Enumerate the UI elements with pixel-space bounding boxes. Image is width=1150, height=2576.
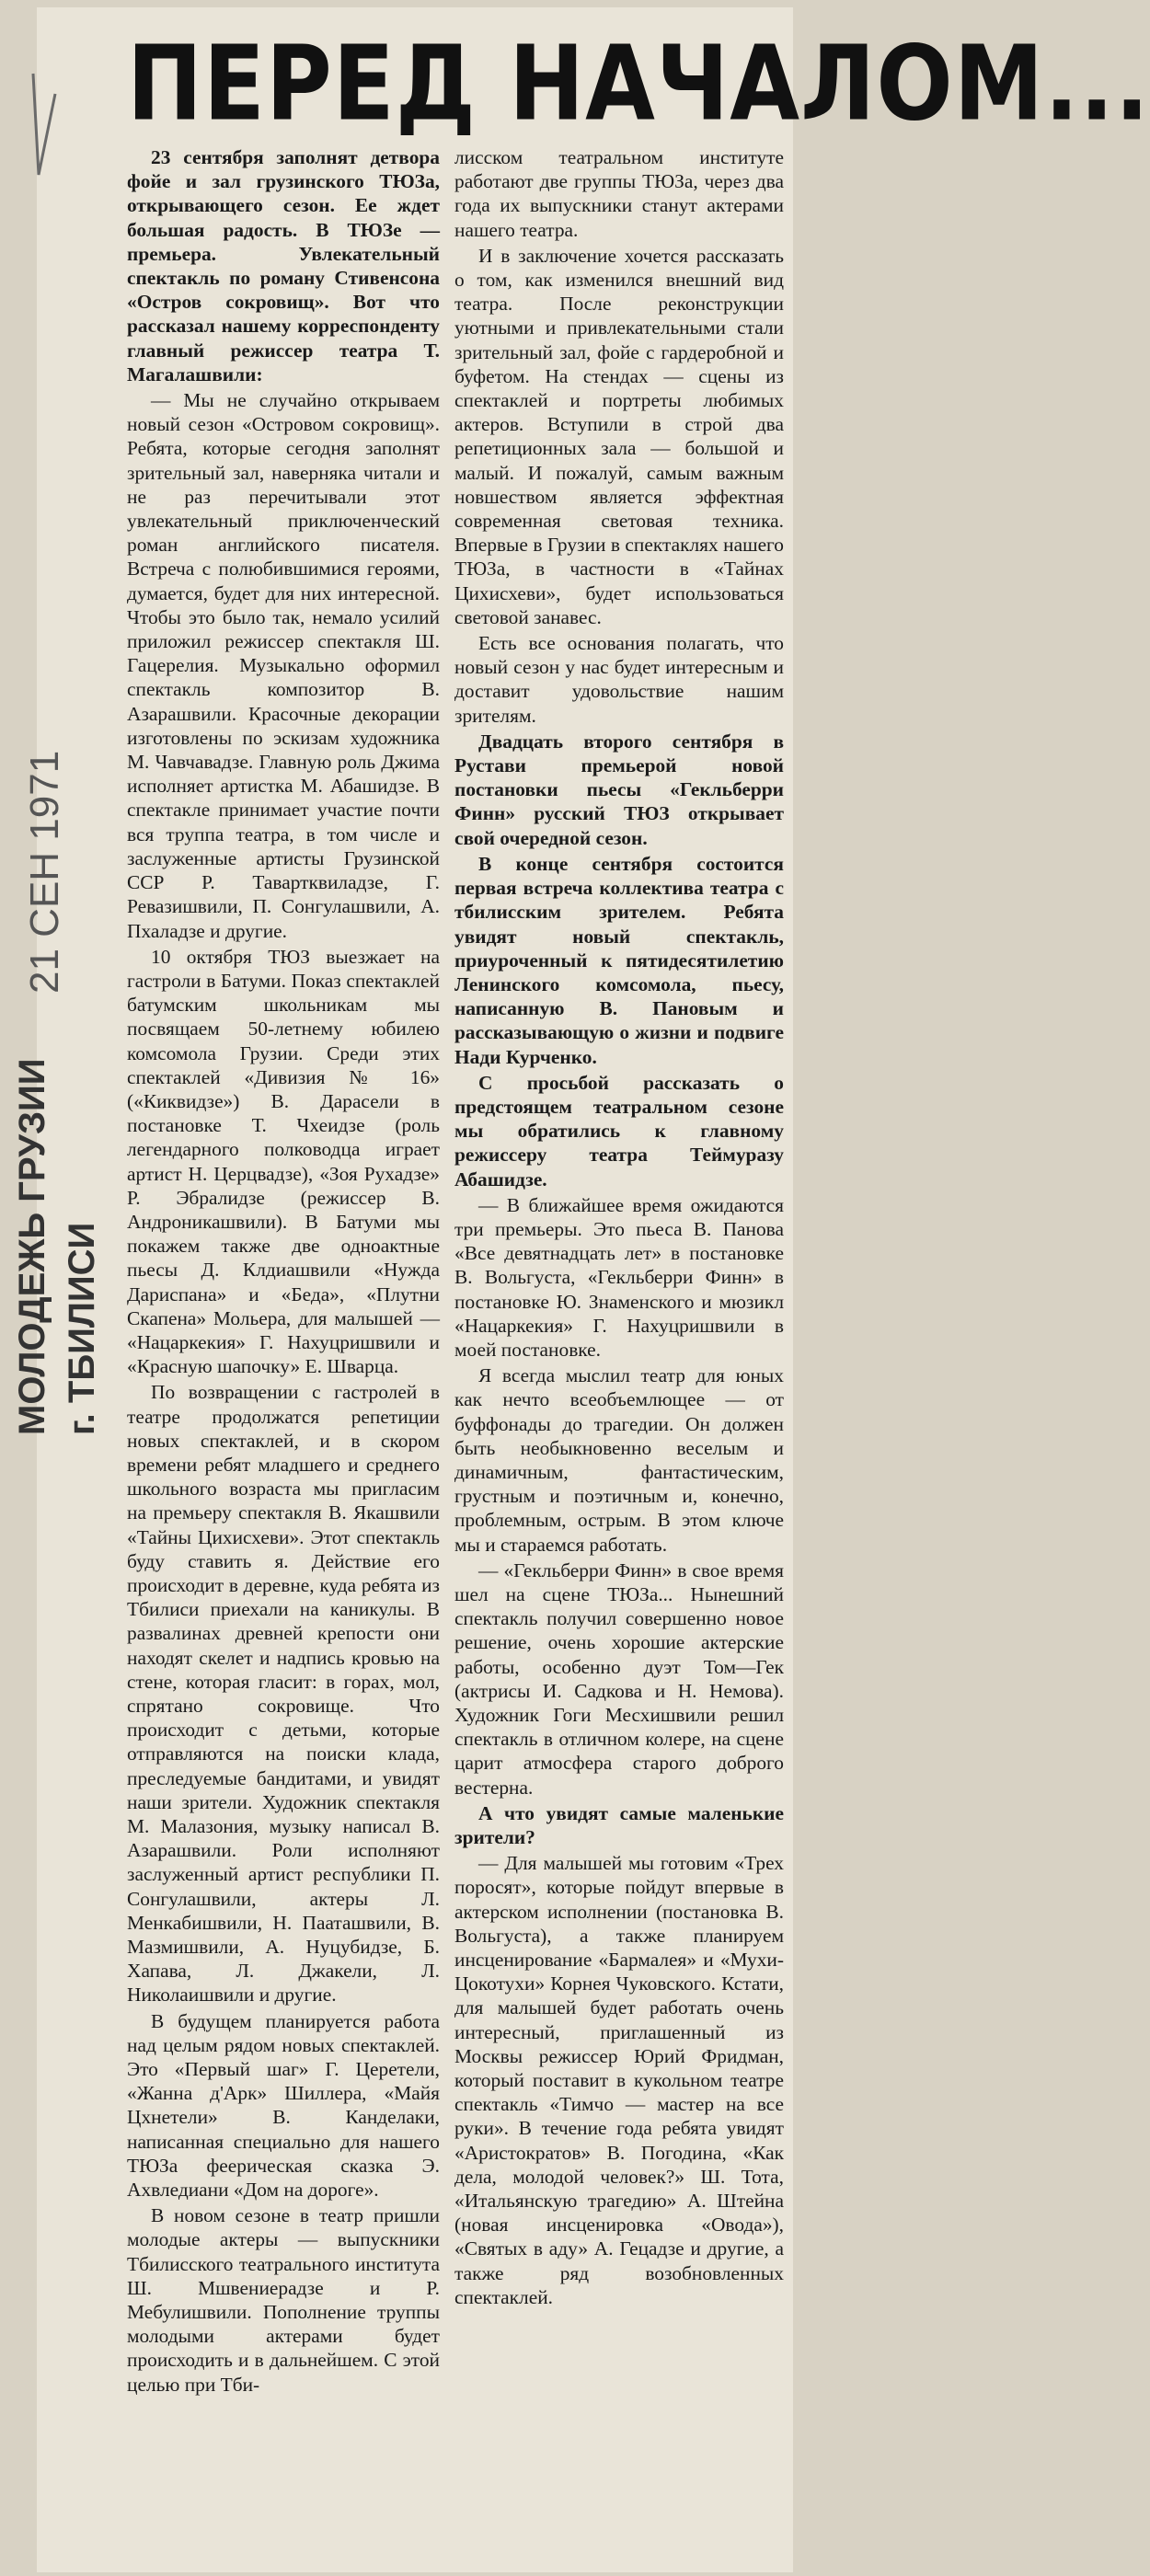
lead-paragraph: В конце сентября состоится первая встреча коллектива театра с тбилисским зрителем. Ребята увидят новый спектакль, приуроченный к пятидесятилетию Ленинского комсомола, пьесу, написанную В. Пановым и рассказывающую о жизни и подвиге Нади Курченко. — [454, 852, 784, 1068]
paragraph: По возвращении с гастролей в театре продолжатся репетиции новых спектаклей, и в скором времени ребят младшего и среднего школьного возраста мы пригласим на премьеру спектакля В. Якашвили «Тайны Цихисхеви». Этот спектакль буду ставить я. Действие его происходит в деревне, куда ребята из Тбилиси приехали на каникулы. В развалинах древней крепости они находят скелет и надпись кровью на стене, которая гласит: в горах, мол, спрятано сокровище. Что происходит с детьми, которые отправляются на поиски клада, преследуемые бандитами, и увидят наши зрители. Художник спектакля М. Малазония, музыку написал В. Азарашвили. Роли исполняют заслуженный артист республики П. Сонгулашвили, актеры Л. Менкабишвили, Н. Пааташвили, В. Мазмишвили, А. Нуцубидзе, Б. Хапава, Л. Джакели, Л. Николаишвили и другие. — [127, 1381, 440, 2007]
lead-paragraph: Двадцать второго сентября в Рустави премьерой новой постановки пьесы «Гекльберри Финн» русский ТЮЗ открывает свой очередной сезон. — [454, 730, 784, 849]
paragraph: — Мы не случайно открываем новый сезон «Островом сокровищ». Ребята, которые сегодня заполнят зрительный зал, наверняка читали и не раз перечитывали этот увлекательный приключенческий роман английского писателя. Встреча с полюбившимися героями, думается, будет для них интересной. Чтобы это было так, немало усилий приложил режиссер спектакля Ш. Гацерелия. Музыкально оформил спектакль композитор В. Азарашвили. Красочные декорации изготовлены по эскизам художника М. Чавчавадзе. Главную роль Джима исполняет артистка М. Абашидзе. В спектакле принимает участие почти вся труппа театра, в том числе и заслуженные артисты Грузинской ССР Р. Тавартквиладзе, Г. Ревазишвили, П. Сонгулашвили, А. Пхаладзе и другие. — [127, 389, 440, 942]
continued-paragraph: лисском театральном институте работают две группы ТЮЗа, через два года их выпускники станут актерами нашего театра. — [454, 146, 784, 241]
article-right-column — [454, 145, 784, 2563]
paragraph: В будущем планируется работа над целым рядом новых спектаклей. Это «Первый шаг» Г. Церетели, «Жанна д'Арк» Шиллера, «Майя Цхнетели» В. Канделаки, написанная специально для нашего ТЮЗа феерическая сказка Э. Ахвледиани «Дом на дороге». — [127, 2009, 440, 2202]
lead-paragraph: 23 сентября заполнят детвора фойе и зал грузинского ТЮЗа, открывающего сезон. Ее ждет большая радость. В ТЮЗе — премьера. Увлекательный спектакль по роману Стивенсона «Остров сокровищ». Вот что рассказал нашему корреспонденту главный режиссер театра Т. Магалашвили: — [127, 146, 440, 385]
paragraph: И в заключение хочется рассказать о том, как изменился внешний вид театра. После реконструкции уютными и привлекательными стали зрительный зал, фойе с гардеробной и буфетом. На стендах — сцены из спектаклей и портреты любимых актеров. Вступили в строй два репетиционных зала — большой и малый. И пожалуй, самым важным новшеством является эффектная современная световая техника. Впервые в Грузии в спектаклях нашего ТЮЗа, в частности в «Тайнах Цихисхеви», будет использоваться световой занавес. — [454, 244, 784, 628]
pencil-check-mark — [29, 66, 59, 186]
date-stamp: 21 СЕН 1971 — [22, 750, 67, 994]
paragraph: Я всегда мыслил театр для юных как нечто всеобъемлющее — от буффонады до трагедии. Он должен быть необыкновенно веселым и динамичным, фантастическим, грустным и поэтичным и, конечно, проблемным, острым. В этом ключе мы и стараемся работать. — [454, 1364, 784, 1556]
source-stamp — [7, 1058, 118, 1435]
paragraph: — В ближайшее время ожидаются три премьеры. Это пьеса В. Панова «Все девятнадцать лет» в постановке В. Вольгуста, «Гекльберри Финн» в постановке Ю. Знаменского и мюзикл «Нацаркекия» Г. Нахуцришвили в моей постановке. — [454, 1193, 784, 1361]
source-stamp-line-2: г. ТБИЛИСИ — [62, 1222, 102, 1435]
paragraph: — «Гекльберри Финн» в свое время шел на сцене ТЮЗа... Нынешний спектакль получил совершенно новое решение, очень хорошие актерские работы, особенно дуэт Том—Гек (актрисы И. Садкова и Н. Немова). Художник Гоги Месхишвили решил спектакль в отличном колере, на сцене царит атмосфера старого доброго вестерна. — [454, 1558, 784, 1799]
article-left-column — [127, 145, 440, 2563]
lead-paragraph: С просьбой рассказать о предстоящем театральном сезоне мы обратились к главному режиссеру театра Теймуразу Абашидзе. — [454, 1071, 784, 1190]
paragraph: 10 октября ТЮЗ выезжает на гастроли в Батуми. Показ спектаклей батумским школьникам мы посвящаем 50-летнему юбилею комсомола Грузии. Среди этих спектаклей «Дивизия № 16» («Киквидзе») В. Дарасели в постановке Т. Чхеидзе (роль легендарного полководца играет артист Н. Церцвадзе), «Зоя Рухадзе» Р. Эбралидзе (режиссер В. Андроникашвили). В Батуми мы покажем также две одноактные пьесы Д. Клдиашвили «Нужда Дариспана» и «Беда», «Плутни Скапена» Мольера, для малышей — «Нацаркекия» Г. Нахуцришвили и «Красную шапочку» Е. Шварца. — [127, 945, 440, 1378]
question-paragraph: А что увидят самые маленькие зрители? — [454, 1801, 784, 1849]
paragraph: Есть все основания полагать, что новый сезон у нас будет интересным и доставит удовольствие нашим зрителям. — [454, 632, 784, 727]
paragraph: — Для малышей мы готовим «Трех поросят», которые пойдут впервые в актерском исполнении (постановка В. Вольгуста), а также планируем инсценирование «Бармалея» и «Мухи-Цокотухи» Корнея Чуковского. Кстати, для малышей будет работать очень интересный, приглашенный из Москвы режиссер Юрий Фридман, который поставит в кукольном театре спектакль «Тимчо — мастер на все руки». В течение года ребята увидят «Аристократов» В. Погодина, «Как дела, молодой человек?» Ш. Тота, «Итальянскую трагедию» А. Штейна (новая инсценировка «Овода»), «Святых в аду» А. Гецадзе и другие, а также ряд возобновленных спектаклей. — [454, 1852, 784, 2308]
source-stamp-line-1: МОЛОДЕЖЬ ГРУЗИИ — [12, 1058, 52, 1435]
paragraph: В новом сезоне в театр пришли молодые актеры — выпускники Тбилисского театрального института Ш. Мшвениерадзе и Р. Мебулишвили. Пополнение труппы молодыми актерами будет происходить и в дальнейшем. С этой целью при Тби- — [127, 2204, 440, 2396]
headline: ПЕРЕД НАЧАЛОМ... — [127, 24, 1150, 145]
